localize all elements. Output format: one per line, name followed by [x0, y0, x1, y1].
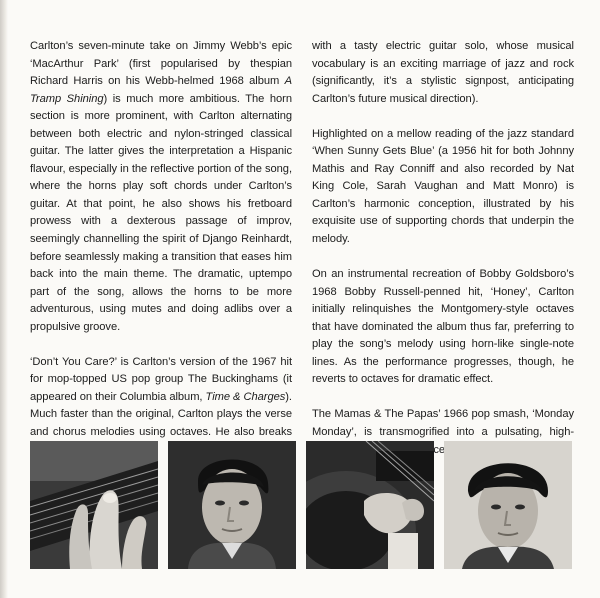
photo-strip — [30, 441, 576, 569]
right-text-column — [312, 38, 574, 459]
paragraph-when-sunny-gets-blue: Highlighted on a mellow reading of the jazz standard ‘When Sunny Gets Blue’ (a 1956 hit for both Johnny Mathis and Ray Conniff and also recorded by Nat King Cole, Sarah Vaughan and Matt Monro) is Carlton’s harmonic conception, illustrated by his exquisite use of supporting chords that underpin the melody. — [312, 127, 574, 246]
photo-portrait-1 — [168, 441, 296, 569]
paragraph-macarthur-park — [30, 38, 292, 336]
paragraph-text: ). Much faster than the original, Carlton plays the verse and chorus melodies using octaves. He also breaks — [30, 390, 292, 439]
paragraph-guitar-solo: with a tasty electric guitar solo, whose musical vocabulary is an exciting marriage of jazz and rock (significantly, it’s a stylistic signpost, anticipating Carlton’s future musical direction). — [312, 40, 574, 105]
page-fold-shadow — [0, 0, 8, 598]
paragraph-text: ‘Don’t You Care?’ is Carlton’s version of the 1967 hit for mop-topped US pop group The Buckinghams (it appeared on their Columbia album, — [30, 355, 292, 403]
paragraph-text: ) is much more ambitious. The horn section is more prominent, with Carlton alternating between both electric and nylon-stringed classical guitar. The latter gives the interpretation a Hispanic flavour, especially in the reflective portion of the song, where the horns play soft chords under Carlton’s guitar. At that point, he also shows his fretboard prowess with a dexterous passage of improv, seemingly channelling the spirit of Django Reinhardt, before seamlessly making a transition that eases him back into the main theme. The dramatic, uptempo part of the song, allows the horns to be more adventurous, using mutes and doing adlibs over a propulsive groove. — [30, 92, 292, 333]
album-title: Time & Charges — [205, 390, 286, 403]
album-title: A Tramp Shining — [30, 75, 292, 105]
photo-hand-on-fretboard — [30, 441, 158, 569]
photo-hand-on-guitar — [306, 441, 434, 569]
paragraph-text: Carlton’s seven-minute take on Jimmy Webb’s epic ‘MacArthur Park’ (first popularised by thespian Richard Harris on his Webb-helmed 1968 album — [30, 40, 292, 88]
paragraph-honey: On an instrumental recreation of Bobby Goldsboro’s 1968 Bobby Russell-penned hit, ‘Honey’, Carlton initially relinquishes the Montgomery-style octaves that have dominated the album thus far, preferring to play the song’s melody using horn-like single-note lines. As the performance progresses, though, he reverts to octaves for dramatic effect. — [312, 268, 574, 386]
paragraph-monday-monday: The Mamas & The Papas’ 1966 pop smash, ‘Monday Monday’, is transmogrified into a pulsating, high- — [312, 408, 574, 439]
photo-portrait-2 — [444, 441, 572, 569]
left-text-column — [30, 38, 292, 459]
